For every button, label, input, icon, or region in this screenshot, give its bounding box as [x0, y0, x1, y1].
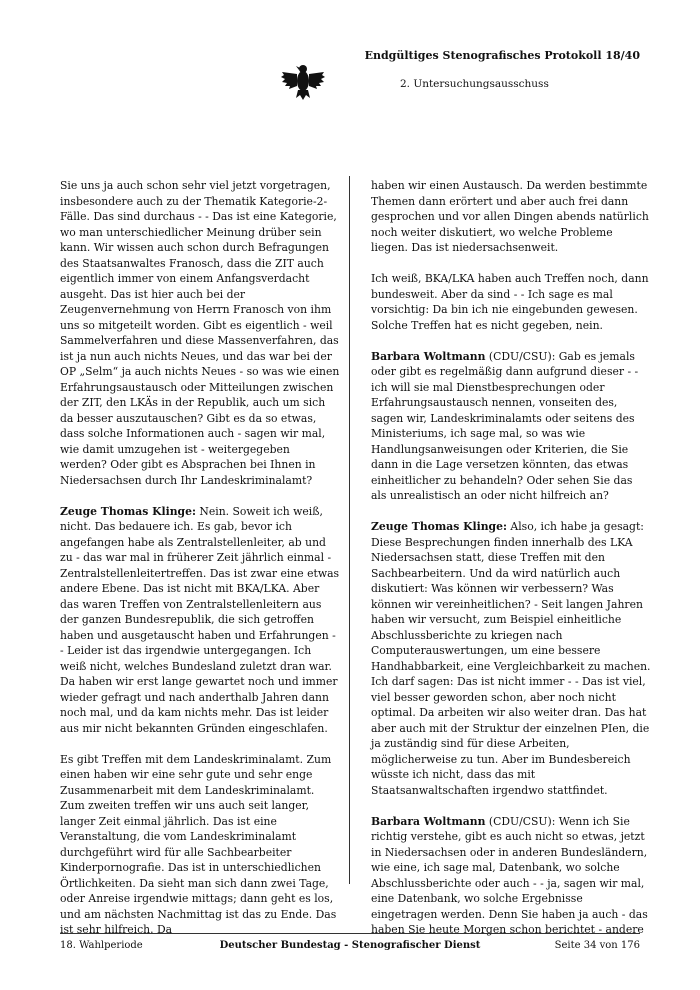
speech-text: (CDU/CSU): Gab es jemals oder gibt es regelmäßig dann aufgrund dieser - - ich will sie mal Dienstbesprechungen oder Erfahrungsaustausch nennen, vonseiten des, sagen wir, Landeskriminalamts oder seitens des Ministeriums, ich sage mal, so was wie Handlungsanweisungen oder Kriterien, die Sie dann in die Lage versetzen könnten, das etwas einheitlicher zu behandeln? Oder sehen Sie das als unrealistisch an oder nicht hilfreich an? — [371, 349, 639, 502]
protocol-title: Endgültiges Stenografisches Protokoll 18/40 — [364, 49, 640, 62]
speaker-name: Barbara Woltmann — [371, 349, 486, 363]
committee-name: 2. Untersuchungsausschuss — [400, 78, 549, 90]
paragraph: Es gibt Treffen mit dem Landeskriminalamt. Zum einen haben wir eine sehr gute und sehr enge Zusammenarbeit mit dem Landeskriminalamt. Zum zweiten treffen wir uns auch seit langer, langer Zeit einmal jährlich. Das ist eine Veranstaltung, die vom Landeskriminalamt durchgeführt wird für alle Sachbearbeiter Kinderpornografie. Das ist in unterschiedlichen Örtlichkeiten. Da sieht man sich dann zwei Tage, oder Anreise irgendwie mittags; dann geht es los, und am nächsten Nachmittag ist das zu Ende. Das ist sehr hilfreich. Da — [60, 752, 337, 936]
speaker-name: Zeuge Thomas Klinge: — [371, 520, 507, 533]
bundestag-eagle-logo — [280, 62, 326, 102]
paragraph — [371, 349, 651, 504]
speaker-name: Zeuge Thomas Klinge: — [60, 504, 196, 518]
speaker-name: Barbara Woltmann — [371, 814, 486, 828]
footer-publisher: Deutscher Bundestag - Stenografischer Dienst — [219, 940, 481, 951]
footer-rule — [60, 933, 640, 934]
footer-period: 18. Wahlperiode — [60, 940, 143, 951]
paragraph — [371, 814, 651, 938]
paragraph: Sie uns ja auch schon sehr viel jetzt vorgetragen, insbesondere auch zu der Thematik Kategorie-2-Fälle. Das sind durchaus - - Das ist eine Kategorie, wo man unterschiedlicher Meinung drüber sein kann. Wir wissen auch schon durch Befragungen des Staatsanwaltes Franosch, dass die ZIT auch eigentlich immer von einem Anfangsverdacht ausgeht. Das ist hier auch bei der Zeugenvernehmung von Herrn Franosch von ihm uns so mitgeteilt worden. Gibt es eigentlich - weil Sammelverfahren und diese Massenverfahren, das ist ja nun auch nichts Neues, und das war bei der OP „Selm“ ja auch nichts Neues - so was wie einen Erfahrungsaustausch oder Mitteilungen zwischen der ZIT, den LKÄs in der Republik, auch um sich da besser auszutauschen? Gibt es da so etwas, dass solche Informationen auch - sagen wir mal, wie damit umzugehen ist - weitergegeben werden? Oder gibt es Absprachen bei Ihnen in Niedersachsen durch Ihr Landeskriminalamt? — [60, 179, 340, 487]
paragraph: haben wir einen Austausch. Da werden bestimmte Themen dann erörtert und aber auch frei dann gesprochen und vor allen Dingen abends natürlich noch weiter diskutiert, wo welche Probleme liegen. Das ist niedersachsenweit. — [371, 179, 649, 254]
paragraph: Ich weiß, BKA/LKA haben auch Treffen noch, dann bundesweit. Aber da sind - - Ich sage es mal vorsichtig: Da bin ich nie eingebunden gewesen. Solche Treffen hat es nicht gegeben, nein. — [371, 272, 649, 332]
speech-text: Nein. Soweit ich weiß, nicht. Das bedauere ich. Es gab, bevor ich angefangen habe als Zentralstellenleiter, ab und zu - das war mal in früherer Zeit jährlich einmal - Zentralstellenleitertreffen. Das ist zwar eine etwas andere Ebene. Das ist nicht mit BKA/LKA. Aber das waren Treffen von Zentralstellenleitern aus der ganzen Bundesrepublik, die sich getroffen haben und ausgetauscht haben und Erfahrungen - - Leider ist das irgendwie untergegangen. Ich weiß nicht, welches Bundesland zuletzt dran war. Da haben wir erst lange gewartet noch und immer wieder gefragt und nach anderthalb Jahren dann noch mal, und da kam nichts mehr. Das ist leider aus mir nicht bekannten Gründen eingeschlafen. — [60, 504, 340, 735]
left-column — [60, 178, 340, 953]
speech-text: Also, ich habe ja gesagt: Diese Besprechungen finden innerhalb des LKA Niedersachsen statt, diese Treffen mit den Sachbearbeitern. Und da wird natürlich auch diskutiert: Was können wir verbessern? Was können wir vereinheitlichen? - Seit langen Jahren haben wir versucht, zum Beispiel einheitliche Abschlussberichte zu kriegen nach Computerauswertungen, um eine bessere Handhabbarkeit, eine Vergleichbarkeit zu machen. Ich darf sagen: Das ist nicht immer - - Das ist viel, viel besser geworden schon, aber noch nicht optimal. Da arbeiten wir also weiter dran. Das hat aber auch mit der Struktur der einzelnen PIen, die ja zuständig sind für diese Arbeiten, möglicherweise zu tun. Aber im Bundesbereich wüsste ich nicht, dass das mit Staatsanwaltschaften irgendwo stattfindet. — [371, 520, 651, 797]
speech-text: (CDU/CSU): Wenn ich Sie richtig verstehe, gibt es auch nicht so etwas, jetzt in Niedersachsen oder in anderen Bundesländern, wie eine, ich sage mal, Datenbank, wo solche Abschlussberichte oder auch - - ja, sagen wir mal, eine Datenbank, wo solche Ergebnisse eingetragen werden. Denn Sie haben ja auch - das haben Sie heute Morgen schon berichtet - andere — [371, 814, 648, 936]
column-divider — [349, 176, 350, 884]
footer-page-number: Seite 34 von 176 — [554, 940, 640, 951]
paragraph — [60, 504, 340, 737]
paragraph — [371, 519, 651, 798]
right-column — [371, 178, 651, 953]
